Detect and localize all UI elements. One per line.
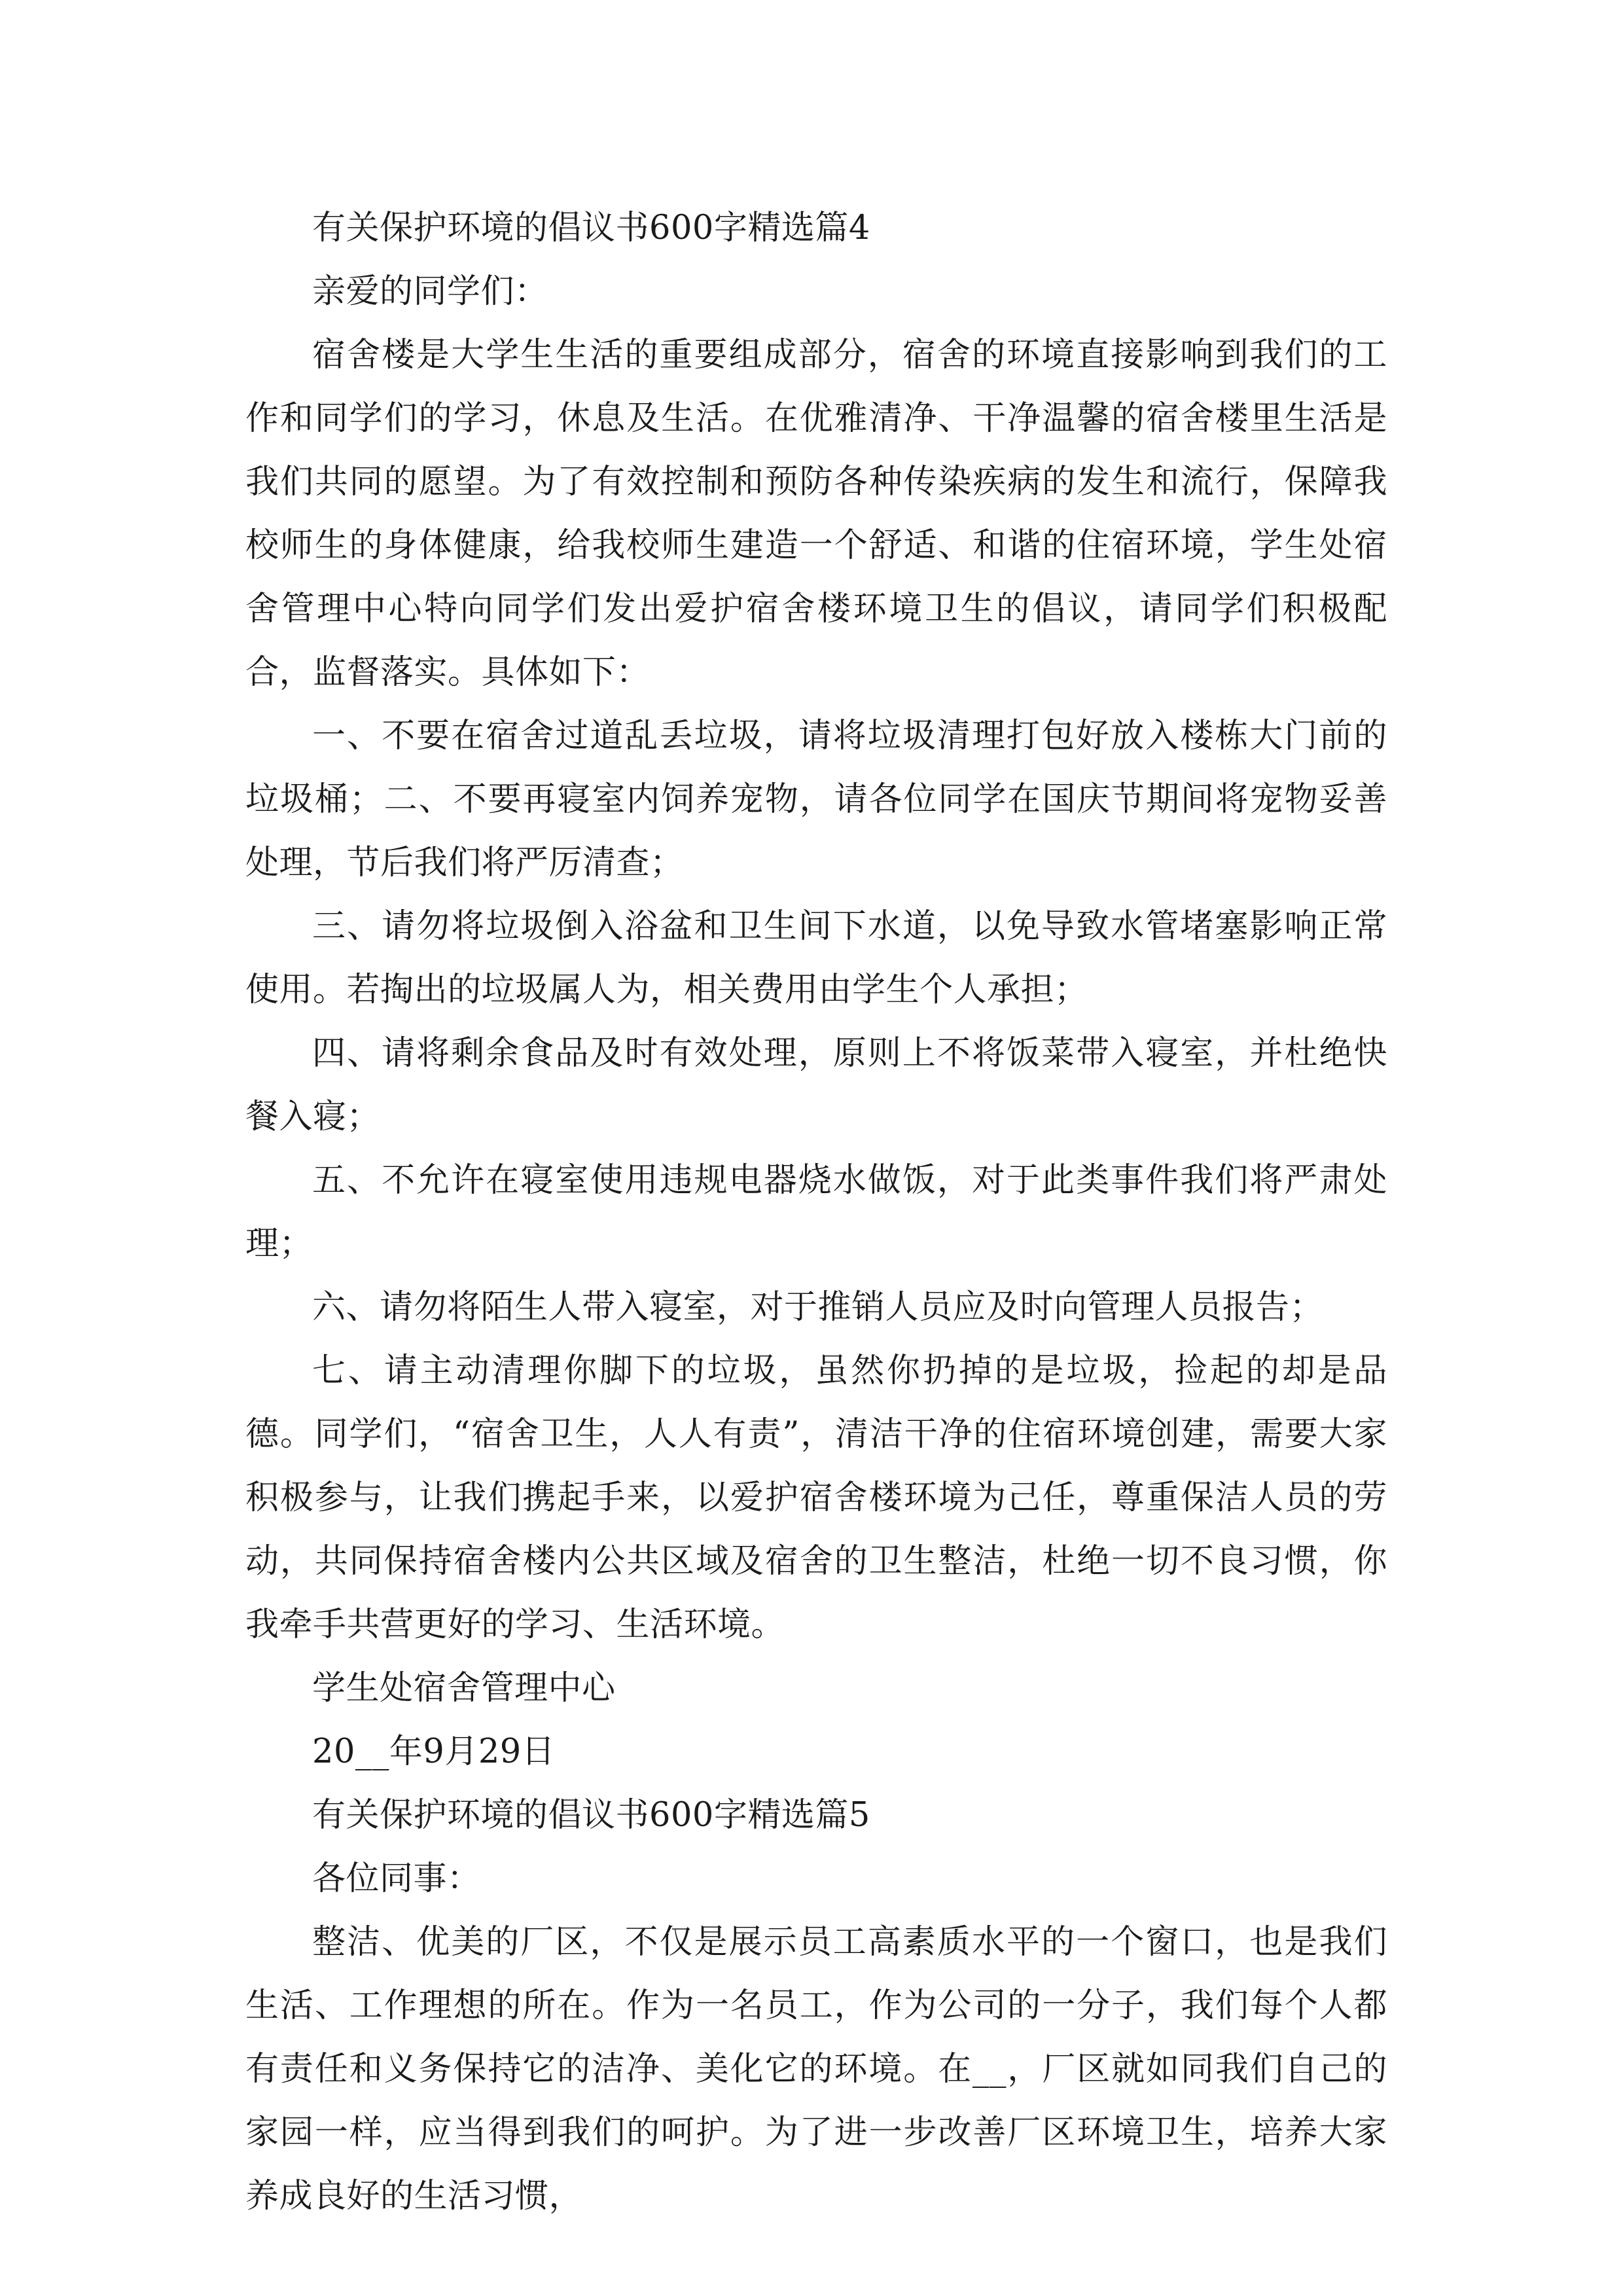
item-3-paragraph: 三、请勿将垃圾倒入浴盆和卫生间下水道，以免导致水管堵塞影响正常使用。若掏出的垃圾属人为，相关费用由学生个人承担； (245, 907, 1387, 1009)
section-heading-5: 有关保护环境的倡议书600字精选篇5 (312, 1796, 870, 1835)
item-4-paragraph: 四、请将剩余食品及时有效处理，原则上不将饭菜带入寝室，并杜绝快餐入寝； (245, 1034, 1387, 1136)
item-5-paragraph: 五、不允许在寝室使用违规电器烧水做饭，对于此类事件我们将严肃处理； (245, 1161, 1387, 1263)
factory-paragraph: 整洁、优美的厂区，不仅是展示员工高素质水平的一个窗口，也是我们生活、工作理想的所在。作为一名员工，作为公司的一分子，我们每个人都有责任和义务保持它的洁净、美化它的环境。在__，厂区就如同我们自己的家园一样，应当得到我们的呵护。为了进一步改善厂区环境卫生，培养大家养成良好的生活习惯， (245, 1923, 1387, 2215)
document-page (245, 196, 1387, 2228)
section-heading-4: 有关保护环境的倡议书600字精选篇4 (312, 209, 870, 247)
greeting-students: 亲爱的同学们： (312, 272, 548, 311)
item-1-2-paragraph: 一、不要在宿舍过道乱丢垃圾，请将垃圾清理打包好放入楼栋大门前的垃圾桶；二、不要再寝室内饲养宠物，请各位同学在国庆节期间将宠物妥善处理，节后我们将严厉清查； (245, 717, 1387, 882)
signature: 学生处宿舍管理中心 (312, 1669, 616, 1708)
date: 20__年9月29日 (312, 1732, 556, 1771)
item-7-paragraph: 七、请主动清理你脚下的垃圾，虽然你扔掉的是垃圾，捡起的却是品德。同学们，“宿舍卫生，人人有责”，清洁干净的住宿环境创建，需要大家积极参与，让我们携起手来，以爱护宿舍楼环境为己任，尊重保洁人员的劳动，共同保持宿舍楼内公共区域及宿舍的卫生整洁，杜绝一切不良习惯，你我牵手共营更好的学习、生活环境。 (245, 1352, 1387, 1644)
item-6-paragraph: 六、请勿将陌生人带入寝室，对于推销人员应及时向管理人员报告； (312, 1288, 1324, 1327)
greeting-colleagues: 各位同事： (312, 1859, 481, 1898)
intro-paragraph: 宿舍楼是大学生生活的重要组成部分，宿舍的环境直接影响到我们的工作和同学们的学习，休息及生活。在优雅清净、干净温馨的宿舍楼里生活是我们共同的愿望。为了有效控制和预防各种传染疾病的发生和流行，保障我校师生的身体健康，给我校师生建造一个舒适、和谐的住宿环境，学生处宿舍管理中心特向同学们发出爱护宿舍楼环境卫生的倡议，请同学们积极配合，监督落实。具体如下： (245, 336, 1387, 692)
